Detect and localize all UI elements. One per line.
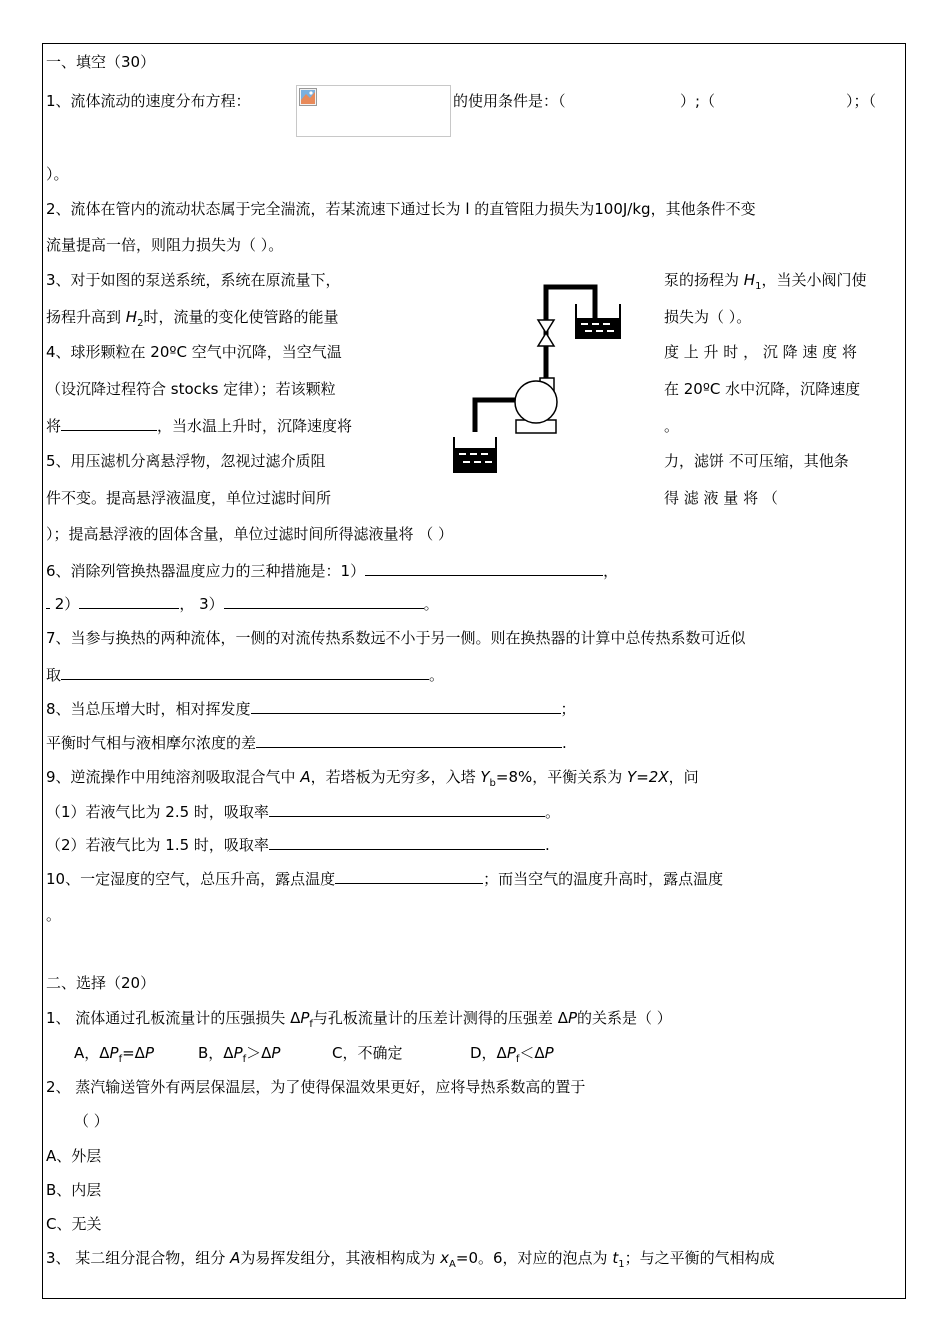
q10-line2: 。 — [46, 906, 62, 924]
s2-q3-stem: 3、 某二组分混合物，组分 A为易挥发组分，其液相构成为 $x_A=0$。6，对应的泡点为 $t_1$；与之平衡的气相构成 — [46, 1249, 775, 1270]
pump-icon — [515, 378, 557, 433]
q8-blank-1[interactable] — [251, 699, 561, 714]
q4-line1-right: 度 上 升 时 ， 沉 降 速 度 将 — [664, 343, 857, 361]
s2-q1-option-c[interactable]: C，不确定 — [332, 1044, 403, 1062]
s2-q2-option-c[interactable]: C、无关 — [46, 1215, 102, 1233]
q5-line3: ）；提高悬浮液的固体含量，单位过滤时间所得滤液量将 （ ） — [46, 525, 454, 543]
q10-blank[interactable] — [335, 869, 483, 884]
s2-q2-option-b[interactable]: B、内层 — [46, 1181, 102, 1199]
q3-line2-right: 损失为（ ）。 — [664, 308, 752, 326]
s2-q2-option-a[interactable]: A、外层 — [46, 1147, 102, 1165]
s2-q1-option-d[interactable]: D，$\Delta P_f<\Delta P$ — [470, 1044, 554, 1065]
s2-q2-answer-paren: （ ） — [74, 1112, 109, 1130]
q9-line3: （2）若液气比为 1.5 时，吸取率 . — [46, 836, 550, 854]
q6-line1: 6、消除列管换热器温度应力的三种措施是：1） ， — [46, 562, 619, 580]
section1-title: 一、填空（30） — [46, 53, 156, 71]
q7-line1: 7、当参与换热的两种流体，一侧的对流传热系数远不小于另一侧。则在换热器的计算中总传热系数可近似 — [46, 629, 746, 647]
q4-line3-right: 。 — [664, 417, 680, 435]
section2-title: 二、选择（20） — [46, 974, 156, 992]
q5-line1-left: 5、用压滤机分离悬浮物，忽视过滤介质阻 — [46, 452, 326, 470]
q1-text-before: 1、流体流动的速度分布方程： — [46, 92, 251, 110]
q6-blank-1[interactable] — [365, 561, 603, 576]
q4-line1-left: 4、球形颗粒在 20ºC 空气中沉降，当空气温 — [46, 343, 342, 361]
q4-blank[interactable] — [61, 416, 157, 431]
upper-tank — [576, 304, 620, 338]
q4-line3-left: 将 ，当水温上升时，沉降速度将 — [46, 417, 353, 435]
q2-line1: 2、流体在管内的流动状态属于完全湍流，若某流速下通过长为 l 的直管阻力损失为100J/kg，其他条件不变 — [46, 200, 756, 218]
q6-blank-3[interactable] — [224, 594, 424, 609]
q5-line2-right: 得 滤 液 量 将 （ — [664, 489, 778, 507]
q3-line2-left: 扬程升高到 $H_2$时，流量的变化使管路的能量 — [46, 308, 339, 329]
s2-q1-option-b[interactable]: B，$\Delta P_f>\Delta P$ — [198, 1044, 281, 1065]
q6-line2: 2） ， 3） 。 — [46, 594, 439, 614]
q9-blank-1[interactable] — [269, 802, 545, 817]
s2-q1-option-a[interactable]: A，$\Delta P_f=\Delta P$ — [74, 1044, 154, 1065]
q1-line2: ）。 — [46, 165, 69, 183]
q1-text-after: 的使用条件是：（ — [453, 92, 566, 110]
q10-line1: 10、一定湿度的空气，总压升高，露点温度 ；而当空气的温度升高时，露点温度 — [46, 870, 724, 888]
q5-line2-left: 件不变。提高悬浮液温度，单位过滤时间所 — [46, 489, 332, 507]
q9-line2: （1）若液气比为 2.5 时，吸取率 。 — [46, 803, 560, 821]
q1-paren-1: ）;（ — [680, 92, 716, 110]
q3-line1-left: 3、对于如图的泵送系统，系统在原流量下， — [46, 271, 341, 289]
lower-tank — [454, 437, 496, 472]
q9-line1: 9、逆流操作中用纯溶剂吸取混合气中 A，若塔板为无穷多，入塔 $Y_b=8\%$，平衡关系为 Y=2X，问 — [46, 768, 699, 789]
broken-image-icon — [299, 88, 317, 106]
q7-blank[interactable] — [61, 665, 429, 680]
q7-line2: 取 。 — [46, 666, 445, 684]
q8-blank-2[interactable] — [256, 733, 562, 748]
q3-line1-right: 泵的扬程为 $H_1$，当关小阀门使 — [664, 271, 867, 292]
q8-line2: 平衡时气相与液相摩尔浓度的差 . — [46, 734, 567, 752]
q9-blank-2[interactable] — [269, 835, 545, 850]
s2-q2-stem: 2、 蒸汽输送管外有两层保温层，为了使得保温效果更好，应将导热系数高的置于 — [46, 1078, 586, 1096]
q1-paren-2: ）；（ — [846, 92, 877, 110]
pump-system-diagram — [450, 282, 630, 478]
q5-line1-right: 力，滤饼 不可压缩，其他条 — [664, 452, 849, 470]
q6-blank-2[interactable] — [79, 594, 179, 609]
q8-line1: 8、当总压增大时，相对挥发度 ； — [46, 700, 576, 718]
q2-line2: 流量提高一倍，则阻力损失为（ ）。 — [46, 236, 284, 254]
q4-line2-right: 在 20ºC 水中沉降，沉降速度 — [664, 380, 861, 398]
s2-q1-stem: 1、 流体通过孔板流量计的压强损失 $\Delta P_f$与孔板流量计的压差计测得的压强差 ΔP的关系是（ ） — [46, 1009, 672, 1030]
formula-image-placeholder — [296, 85, 451, 137]
suction-pipe — [475, 400, 515, 432]
valve-icon — [538, 320, 554, 346]
q4-line2-left: （设沉降过程符合 stocks 定律）；若该颗粒 — [46, 380, 336, 398]
